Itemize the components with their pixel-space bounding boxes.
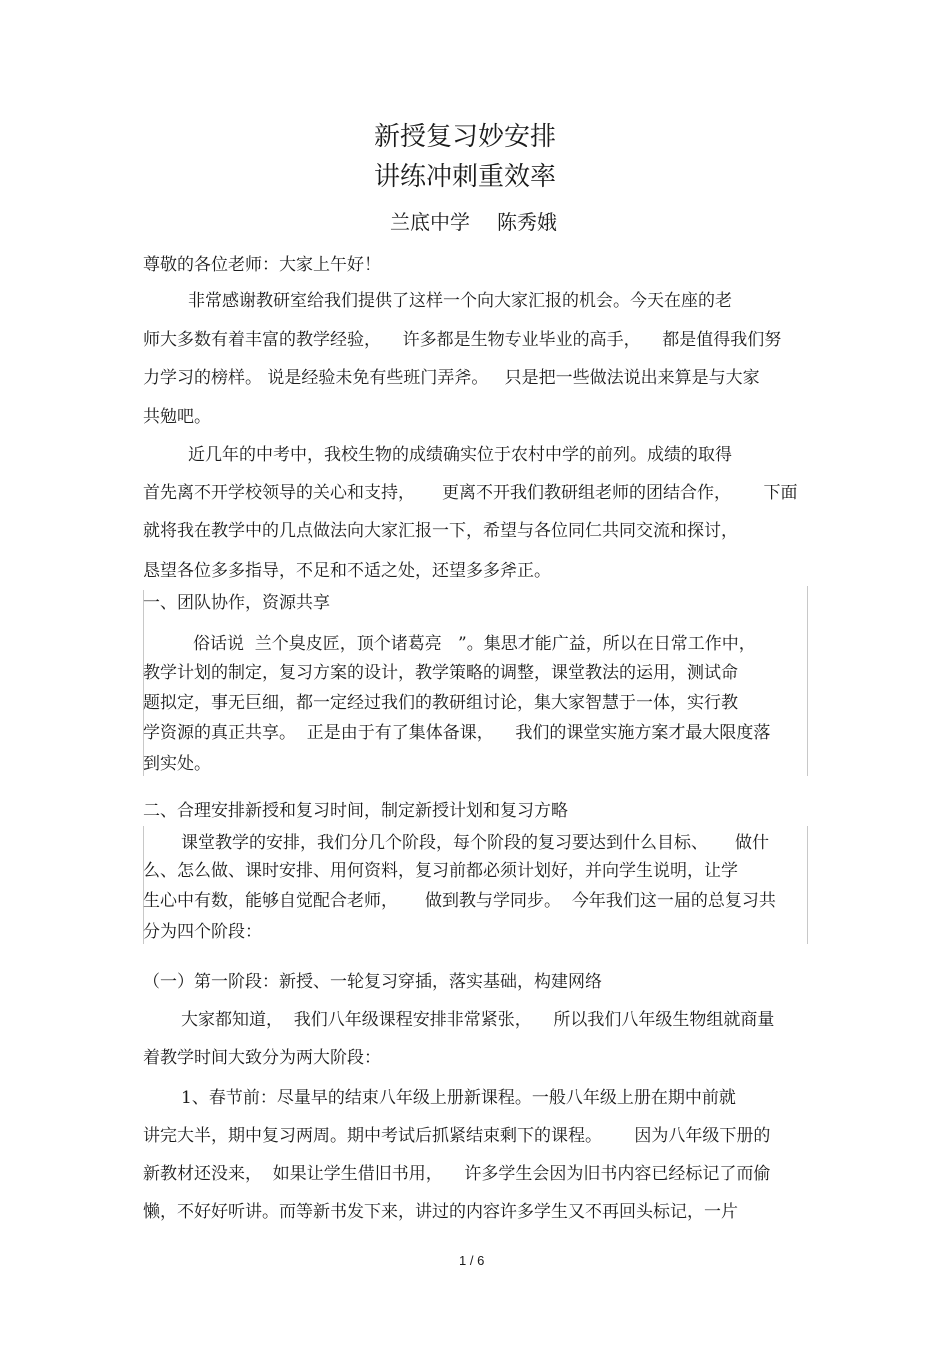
paragraph-line: 生心中有数，能够自觉配合老师， 做到教与学同步。 今年我们这一届的总复习共 bbox=[143, 891, 776, 911]
paragraph-line: 学资源的真正共享。 正是由于有了集体备课， 我们的课堂实施方案才最大限度落 bbox=[143, 723, 771, 743]
paragraph-line: 着教学时间大致分为两大阶段： bbox=[143, 1048, 381, 1068]
section-1-right-rule bbox=[807, 586, 808, 776]
author-name: 陈秀娥 bbox=[497, 210, 557, 234]
paragraph-line: 新教材还没来， 如果让学生借旧书用， 许多学生会因为旧书内容已经标记了而偷 bbox=[143, 1164, 771, 1184]
paragraph-line: 首先离不开学校领导的关心和支持， 更离不开我们教研组老师的团结合作， 下面 bbox=[143, 483, 798, 503]
section-2-heading: 二、合理安排新授和复习时间，制定新授计划和复习方略 bbox=[143, 801, 568, 821]
greeting: 尊敬的各位老师：大家上午好！ bbox=[143, 255, 381, 275]
paragraph-line: 俗话说 兰个臭皮匠，顶个诸葛亮 ”。集思才能广益，所以在日常工作中， bbox=[193, 634, 756, 654]
paragraph-line: 么、怎么做、课时安排、用何资料，复习前都必须计划好，并向学生说明，让学 bbox=[143, 861, 738, 881]
stage-1-heading: （一）第一阶段：新授、一轮复习穿插，落实基础，构建网络 bbox=[143, 972, 602, 992]
section-1-heading: 一、团队协作，资源共享 bbox=[143, 593, 330, 613]
paragraph-line: 恳望各位多多指导，不足和不适之处，还望多多斧正。 bbox=[143, 561, 551, 581]
section-2-right-rule bbox=[807, 826, 808, 944]
author-school: 兰底中学 bbox=[390, 210, 470, 234]
paragraph-line: 力学习的榜样。 说是经验未免有些班门弄斧。 只是把一些做法说出来算是与大家 bbox=[143, 368, 760, 388]
title-line-1: 新授复习妙安排 bbox=[374, 122, 557, 152]
paragraph-line: 懒，不好好听讲。而等新书发下来，讲过的内容许多学生又不再回头标记，一片 bbox=[143, 1202, 738, 1222]
paragraph-line: 近几年的中考中，我校生物的成绩确实位于农村中学的前列。成绩的取得 bbox=[188, 445, 732, 465]
paragraph-line: 就将我在教学中的几点做法向大家汇报一下，希望与各位同仁共同交流和探讨， bbox=[143, 521, 738, 541]
paragraph-line: 到实处。 bbox=[143, 754, 211, 774]
paragraph-line: 大家都知道， 我们八年级课程安排非常紧张， 所以我们八年级生物组就商量 bbox=[181, 1010, 775, 1030]
paragraph-line: 1、春节前：尽量早的结束八年级上册新课程。一般八年级上册在期中前就 bbox=[181, 1088, 736, 1108]
paragraph-line: 非常感谢教研室给我们提供了这样一个向大家汇报的机会。今天在座的老 bbox=[188, 291, 732, 311]
paragraph-line: 师大多数有着丰富的教学经验， 许多都是生物专业毕业的高手， 都是值得我们努 bbox=[143, 330, 782, 350]
paragraph-line: 题拟定，事无巨细，都一定经过我们的教研组讨论，集大家智慧于一体，实行教 bbox=[143, 693, 738, 713]
page-number: 1 / 6 bbox=[459, 1253, 485, 1268]
paragraph-line: 讲完大半，期中复习两周。期中考试后抓紧结束剩下的课程。 因为八年级下册的 bbox=[143, 1126, 771, 1146]
paragraph-line: 课堂教学的安排，我们分几个阶段，每个阶段的复习要达到什么目标、 做什 bbox=[181, 833, 770, 853]
paragraph-line: 共勉吧。 bbox=[143, 407, 211, 427]
title-line-2: 讲练冲刺重效率 bbox=[374, 162, 557, 192]
paragraph-line: 分为四个阶段： bbox=[143, 922, 262, 942]
paragraph-line: 教学计划的制定，复习方案的设计，教学策略的调整，课堂教法的运用，测试命 bbox=[143, 663, 738, 683]
